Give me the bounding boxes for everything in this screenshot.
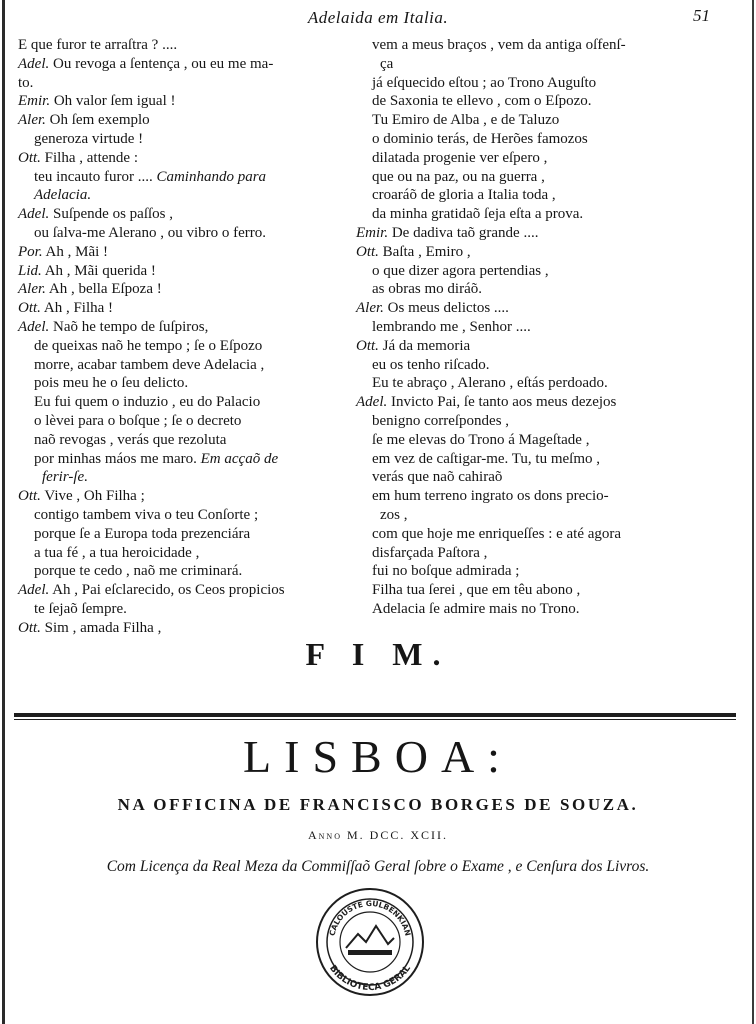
line-text: fui no boſque admirada ; bbox=[372, 563, 520, 580]
line-text: que ou na paz, ou na guerra , bbox=[372, 168, 545, 185]
verse-line bbox=[18, 412, 358, 431]
speaker-label: Aler. bbox=[18, 112, 46, 129]
page-left-edge bbox=[2, 0, 5, 1024]
imprint-year: Anno M. DCC. XCII. bbox=[307, 828, 448, 842]
line-text: croaráõ de gloria a Italia toda , bbox=[372, 187, 556, 204]
verse-line bbox=[356, 243, 752, 262]
verse-line bbox=[18, 544, 358, 563]
line-text: em vez de caſtigar-me. Tu, tu meſmo , bbox=[372, 450, 600, 467]
decorative-rule bbox=[14, 713, 736, 717]
line-text: eu os tenho riſcado. bbox=[372, 356, 490, 373]
line-text: Eu fui quem o induzio , eu do Palacio bbox=[34, 394, 261, 411]
line-text: verás que naõ cahiraõ bbox=[372, 469, 503, 486]
line-text: Filha , attende : bbox=[44, 149, 138, 166]
verse-line bbox=[356, 487, 752, 506]
verse-line bbox=[18, 374, 358, 393]
verse-line bbox=[18, 562, 358, 581]
verse-line bbox=[356, 468, 752, 487]
line-text: lembrando me , Senhor .... bbox=[372, 318, 531, 335]
page-number: 51 bbox=[693, 6, 710, 25]
line-text: Filha tua ſerei , que em têu abono , bbox=[372, 582, 581, 599]
verse-line bbox=[356, 562, 752, 581]
line-text: da minha gratidaõ ſeja eſta a prova. bbox=[372, 206, 584, 223]
right-text-column bbox=[356, 36, 752, 619]
verse-line bbox=[18, 205, 358, 224]
verse-line bbox=[356, 506, 752, 525]
verse-line bbox=[18, 619, 358, 638]
speaker-label: Ott. bbox=[18, 619, 41, 636]
stage-direction: Em acçaõ de bbox=[200, 450, 279, 467]
verse-line bbox=[356, 544, 752, 563]
line-text: to. bbox=[18, 74, 34, 91]
line-text: Os meus delictos .... bbox=[387, 300, 509, 317]
verse-line bbox=[18, 168, 358, 187]
verse-line bbox=[356, 393, 752, 412]
line-text: Suſpende os paſſos , bbox=[53, 206, 173, 223]
line-text: Ah , Pai eſclarecido, os Ceos propicios bbox=[52, 582, 285, 599]
speaker-label: Ott. bbox=[356, 243, 379, 260]
line-text: ça bbox=[380, 55, 394, 72]
end-mark: F I M. bbox=[305, 636, 451, 672]
line-text: Já da memoria bbox=[382, 337, 471, 354]
verse-line bbox=[18, 600, 358, 619]
verse-line bbox=[356, 92, 752, 111]
line-text: Ou revoga a ſentença , ou eu me ma- bbox=[53, 55, 274, 72]
running-title: Adelaida em Italia. bbox=[307, 8, 449, 27]
line-text: de Saxonia te ellevo , com o Eſpozo. bbox=[372, 93, 592, 110]
speaker-label: Adel. bbox=[18, 206, 50, 223]
verse-line bbox=[356, 130, 752, 149]
speaker-label: Ott. bbox=[356, 337, 379, 354]
line-text: Ah , Filha ! bbox=[43, 300, 114, 317]
verse-line bbox=[356, 600, 752, 619]
verse-line bbox=[18, 468, 358, 487]
verse-line bbox=[356, 337, 752, 356]
stage-direction: ferir-ſe. bbox=[42, 469, 88, 486]
speaker-label: Adel. bbox=[18, 318, 50, 335]
verse-line bbox=[18, 356, 358, 375]
line-text: E que furor te arraſtra ? .... bbox=[18, 37, 178, 53]
imprint-printer: NA OFFICINA DE FRANCISCO BORGES DE SOUZA. bbox=[117, 795, 639, 814]
verse-line bbox=[356, 374, 752, 393]
verse-line bbox=[356, 431, 752, 450]
line-text: contigo tambem viva o teu Conſorte ; bbox=[34, 506, 259, 523]
speaker-label: Adel. bbox=[18, 55, 50, 72]
line-text: de queixas naõ he tempo ; ſe o Eſpozo bbox=[34, 337, 263, 354]
speaker-label: Adel. bbox=[18, 582, 50, 599]
line-text: Ah , bella Eſpoza ! bbox=[48, 281, 162, 298]
line-text: ſe me elevas do Trono á Mageſtade , bbox=[372, 431, 590, 448]
line-text: o que dizer agora pertendias , bbox=[372, 262, 549, 279]
stage-direction: Caminhando para bbox=[156, 168, 267, 185]
line-text: naõ revogas , verás que rezoluta bbox=[34, 431, 227, 448]
speaker-label: Ott. bbox=[18, 300, 41, 317]
verse-line bbox=[356, 111, 752, 130]
verse-line bbox=[18, 111, 358, 130]
speaker-label: Aler. bbox=[356, 300, 384, 317]
line-text: Oh ſem exemplo bbox=[49, 112, 150, 129]
line-text: já eſquecido eſtou ; ao Trono Auguſto bbox=[372, 74, 597, 91]
verse-line bbox=[356, 74, 752, 93]
line-text: por minhas máos me maro. bbox=[34, 450, 197, 467]
verse-line bbox=[356, 280, 752, 299]
verse-line bbox=[18, 224, 358, 243]
line-text: ou ſalva-me Alerano , ou vibro o ferro. bbox=[34, 224, 267, 241]
speaker-label: Ott. bbox=[18, 149, 41, 166]
line-text: o dominio terás, de Herões famozos bbox=[372, 130, 588, 147]
stamp-emblem bbox=[346, 926, 394, 948]
page-right-edge bbox=[752, 0, 754, 1024]
speaker-label: Emir. bbox=[18, 93, 51, 110]
verse-line bbox=[18, 55, 358, 74]
verse-line bbox=[18, 92, 358, 111]
imprint-city: LISBOA: bbox=[243, 731, 513, 782]
line-text: Sim , amada Filha , bbox=[44, 619, 162, 636]
library-stamp bbox=[314, 886, 426, 998]
verse-line bbox=[356, 186, 752, 205]
line-text: teu incauto furor .... bbox=[34, 168, 153, 185]
line-text: em hum terreno ingrato os dons precio- bbox=[372, 488, 609, 505]
line-text: De dadiva taõ grande .... bbox=[391, 224, 539, 241]
verse-line bbox=[18, 487, 358, 506]
line-text: zos , bbox=[380, 506, 408, 523]
verse-line bbox=[356, 299, 752, 318]
speaker-label: Emir. bbox=[356, 224, 389, 241]
verse-line bbox=[356, 525, 752, 544]
line-text: pois meu he o ſeu delicto. bbox=[34, 375, 189, 392]
verse-line bbox=[356, 224, 752, 243]
verse-line bbox=[18, 431, 358, 450]
speaker-label: Ott. bbox=[18, 488, 41, 505]
verse-line bbox=[18, 525, 358, 544]
speaker-label: Por. bbox=[18, 243, 43, 260]
verse-line bbox=[356, 149, 752, 168]
verse-line bbox=[356, 450, 752, 469]
verse-line bbox=[356, 36, 752, 55]
verse-line bbox=[356, 581, 752, 600]
decorative-rule-thin bbox=[14, 719, 736, 720]
verse-line bbox=[18, 130, 358, 149]
line-text: Tu Emiro de Alba , e de Taluzo bbox=[372, 112, 560, 129]
line-text: morre, acabar tambem deve Adelacia , bbox=[34, 356, 265, 373]
line-text: as obras mo diráõ. bbox=[372, 281, 482, 298]
line-text: com que hoje me enriqueſſes : e até agora bbox=[372, 525, 622, 542]
verse-line bbox=[18, 337, 358, 356]
line-text: te ſejaõ ſempre. bbox=[34, 600, 127, 617]
line-text: dilatada progenie ver eſpero , bbox=[372, 149, 548, 166]
line-text: a tua fé , a tua heroicidade , bbox=[34, 544, 200, 561]
verse-line bbox=[18, 299, 358, 318]
line-text: Adelacia ſe admire mais no Trono. bbox=[372, 600, 580, 617]
line-text: Oh valor ſem igual ! bbox=[53, 93, 176, 110]
line-text: vem a meus braços , vem da antiga oſfenſ- bbox=[372, 37, 626, 53]
line-text: Ah , Mãi querida ! bbox=[44, 262, 156, 279]
verse-line bbox=[18, 262, 358, 281]
line-text: Ah , Mãi ! bbox=[45, 243, 109, 260]
line-text: disfarçada Paſtora , bbox=[372, 544, 488, 561]
speaker-label: Aler. bbox=[18, 281, 46, 298]
verse-line bbox=[356, 168, 752, 187]
verse-line bbox=[18, 318, 358, 337]
verse-line bbox=[18, 186, 358, 205]
verse-line bbox=[356, 412, 752, 431]
line-text: benigno correſpondes , bbox=[372, 412, 510, 429]
verse-line bbox=[356, 262, 752, 281]
verse-line bbox=[18, 393, 358, 412]
verse-line bbox=[18, 280, 358, 299]
line-text: Invicto Pai, ſe tanto aos meus dezejos bbox=[391, 394, 617, 411]
verse-line bbox=[356, 356, 752, 375]
verse-line bbox=[356, 318, 752, 337]
verse-line bbox=[356, 205, 752, 224]
line-text: Naõ he tempo de ſuſpiros, bbox=[53, 318, 209, 335]
line-text: Vive , Oh Filha ; bbox=[44, 488, 145, 505]
stage-direction: Adelacia. bbox=[34, 187, 92, 204]
stamp-outer-text: BIBLIOTECA GERAL bbox=[327, 963, 413, 994]
verse-line bbox=[18, 450, 358, 469]
verse-line bbox=[18, 581, 358, 600]
line-text: generoza virtude ! bbox=[34, 130, 144, 147]
line-text: Eu te abraço , Alerano , eſtás perdoado. bbox=[372, 375, 608, 392]
line-text: o lèvei para o boſque ; ſe o decreto bbox=[34, 412, 242, 429]
speaker-label: Adel. bbox=[356, 394, 388, 411]
line-text: porque ſe a Europa toda prezenciára bbox=[34, 525, 251, 542]
speaker-label: Lid. bbox=[18, 262, 42, 279]
verse-line bbox=[18, 36, 358, 55]
verse-line bbox=[18, 243, 358, 262]
imprint-license: Com Licença da Real Meza da Commiſſaõ Geral ſobre o Exame , e Cenſura dos Livros. bbox=[106, 858, 650, 875]
verse-line bbox=[356, 55, 752, 74]
verse-line bbox=[18, 74, 358, 93]
stamp-inner-text: CALOUSTE GULBENKIAN bbox=[327, 898, 413, 937]
left-text-column bbox=[18, 36, 358, 638]
line-text: porque te cedo , naõ me criminará. bbox=[34, 563, 243, 580]
verse-line bbox=[18, 506, 358, 525]
line-text: Baſta , Emiro , bbox=[382, 243, 471, 260]
verse-line bbox=[18, 149, 358, 168]
